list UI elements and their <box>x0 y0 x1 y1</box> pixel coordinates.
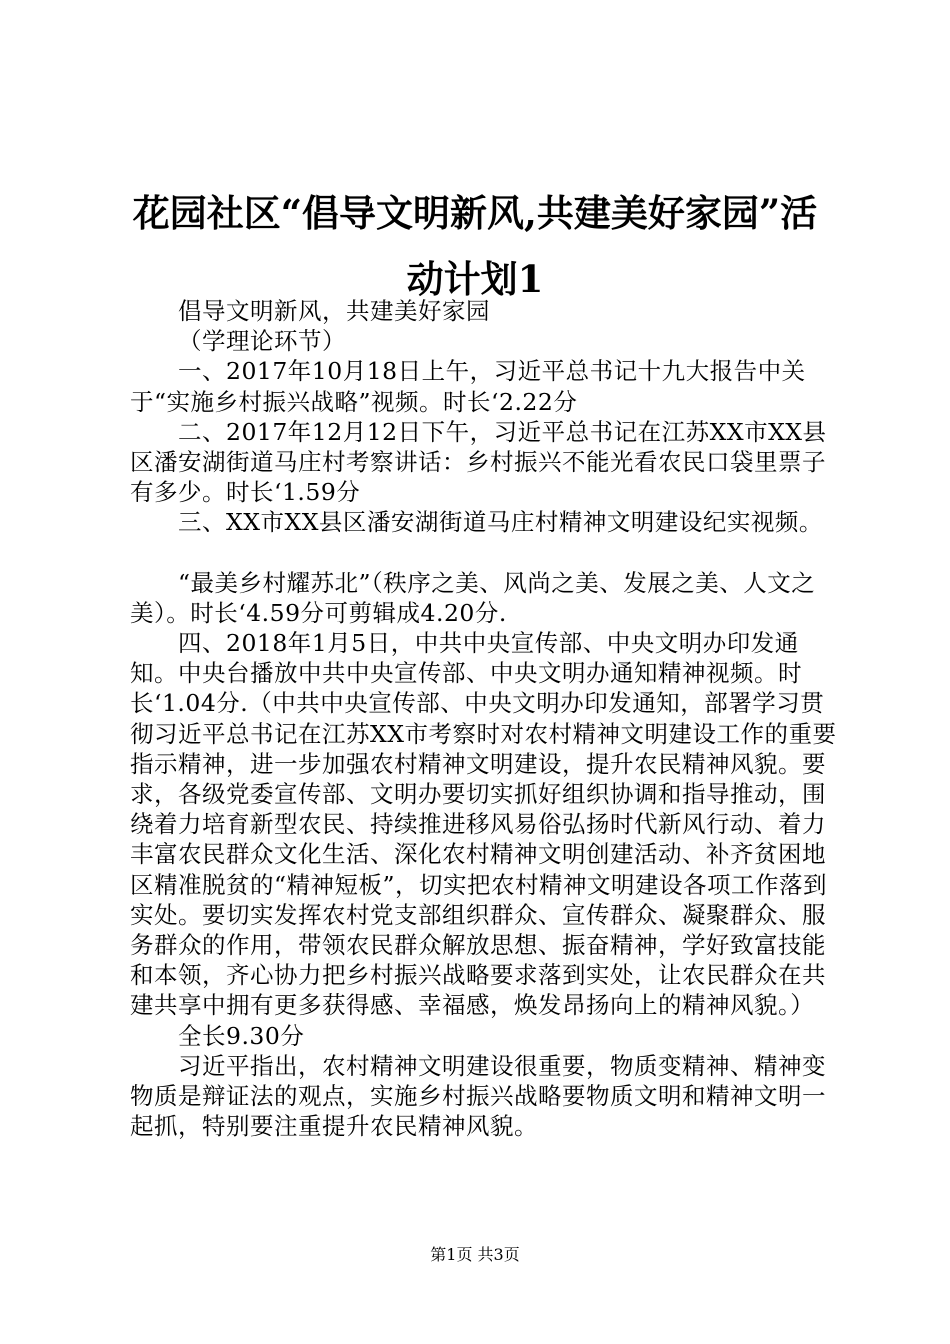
title-line-2: 动计划1 <box>406 257 544 301</box>
title-line-1: 花园社区“倡导文明新风,共建美好家园”活 <box>132 191 818 235</box>
paragraph-total-length: 全长9.30分 <box>178 1021 305 1050</box>
page-footer <box>0 1244 950 1266</box>
document-body <box>130 296 840 1141</box>
paragraph-subtitle: 倡导文明新风，共建美好家园 <box>178 297 490 325</box>
page-number: 第1页 共3页 <box>430 1245 520 1264</box>
document-title <box>100 180 850 312</box>
paragraph-item-1: 一、2017年10月18日上午，习近平总书记十九大报告中关于“实施乡村振兴战略”视频。时长‘2.22分 <box>130 357 806 416</box>
paragraph-item-2: 二、2017年12月12日下午，习近平总书记在江苏XX市XX县区潘安湖街道马庄村考察讲话：乡村振兴不能光看农民口袋里票子有多少。时长‘1.59分 <box>130 417 827 507</box>
paragraph-quote: 习近平指出，农村精神文明建设很重要，物质变精神、精神变物质是辩证法的观点，实施乡村振兴战略要物质文明和精神文明一起抓，特别要注重提升农民精神风貌。 <box>130 1051 826 1141</box>
paragraph-video-title: “最美乡村耀苏北”（秩序之美、风尚之美、发展之美、人文之美）。时长‘4.59分可剪辑成4.20分. <box>130 568 816 627</box>
paragraph-section-label: （学理论环节） <box>178 327 346 356</box>
paragraph-gap <box>130 538 840 568</box>
paragraph-item-3: 三、XX市XX县区潘安湖街道马庄村精神文明建设纪实视频。 <box>178 508 823 537</box>
paragraph-item-4: 四、2018年1月5日，中共中央宣传部、中央文明办印发通知。中央台播放中共中央宣传部、中央文明办通知精神视频。时长‘1.04分.（中共中央宣传部、中央文明办印发通知，部署学习贯彻习近平总书记在江苏XX市考察时对农村精神文明建设工作的重要指示精神，进一步加强农村精神文明建设，提升农民精神风貌。要求，各级党委宣传部、文明办要切实抓好组织协调和指导推动，围绕着力培育新型农民、持续推进移风易俗弘扬时代新风行动、着力丰富农民群众文化生活、深化农村精神文明创建活动、补齐贫困地区精准脱贫的“精神短板”，切实把农村精神文明建设各项工作落到实处。要切实发挥农村党支部组织群众、宣传群众、凝聚群众、服务群众的作用，带领农民群众解放思想、振奋精神，学好致富技能和本领，齐心协力把乡村振兴战略要求落到实处，让农民群众在共建共享中拥有更多获得感、幸福感，焕发昂扬向上的精神风貌。） <box>130 629 837 1020</box>
